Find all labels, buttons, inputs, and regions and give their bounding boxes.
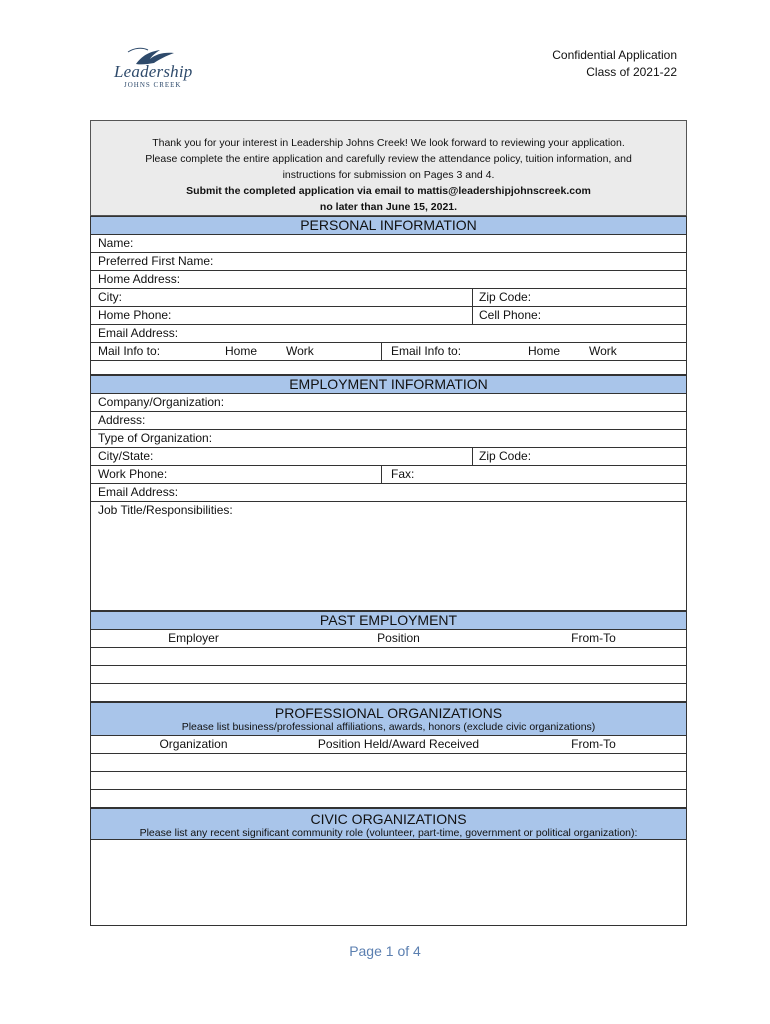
work-phone-label: Work Phone: bbox=[98, 467, 168, 481]
cell-phone-label: Cell Phone: bbox=[479, 308, 542, 322]
work-zip-label: Zip Code: bbox=[479, 449, 532, 463]
position-held-col-header: Position Held/Award Received bbox=[317, 737, 480, 751]
info-preference-row bbox=[91, 343, 686, 361]
from-to-col-header: From-To bbox=[571, 631, 616, 645]
past-employment-row[interactable] bbox=[91, 684, 686, 702]
name-field[interactable] bbox=[91, 235, 686, 253]
civic-organizations-field[interactable] bbox=[90, 839, 687, 926]
professional-header-row bbox=[91, 736, 686, 754]
position-col-header: Position bbox=[377, 631, 420, 645]
mail-info-label: Mail Info to: bbox=[98, 344, 161, 358]
email-home-option[interactable]: Home bbox=[528, 344, 561, 358]
application-form bbox=[90, 216, 687, 841]
intro-line-3: instructions for submission on Pages 3 and 4. bbox=[282, 169, 495, 181]
job-title-label: Job Title/Responsibilities: bbox=[98, 503, 233, 517]
work-email-field[interactable] bbox=[91, 484, 686, 502]
work-email-label: Email Address: bbox=[98, 485, 179, 499]
preferred-name-label: Preferred First Name: bbox=[98, 254, 214, 268]
intro-submit-line: Submit the completed application via email to mattis@leadershipjohnscreek.com bbox=[186, 185, 591, 197]
email-field[interactable] bbox=[91, 325, 686, 343]
mail-home-option[interactable]: Home bbox=[225, 344, 258, 358]
spacer bbox=[91, 361, 686, 375]
logo-text: Leadership bbox=[114, 62, 193, 81]
mail-work-option[interactable]: Work bbox=[286, 344, 314, 358]
logo-subtext: JOHNS CREEK bbox=[124, 81, 182, 89]
org-type-field[interactable] bbox=[91, 430, 686, 448]
email-work-option[interactable]: Work bbox=[589, 344, 617, 358]
professional-title: PROFESSIONAL ORGANIZATIONS bbox=[274, 705, 503, 721]
professional-row[interactable] bbox=[91, 772, 686, 790]
intro-box bbox=[90, 120, 687, 216]
intro-line-2: Please complete the entire application and carefully review the attendance policy, tuition information, and bbox=[145, 153, 632, 165]
confidential-label: Confidential Application bbox=[552, 48, 677, 62]
professional-subtitle: Please list business/professional affiliations, awards, honors (exclude civic organizations) bbox=[181, 721, 596, 733]
civic-subtitle: Please list any recent significant community role (volunteer, part-time, government or political organization): bbox=[139, 827, 638, 839]
past-employment-header-row bbox=[91, 630, 686, 648]
civic-title: CIVIC ORGANIZATIONS bbox=[310, 811, 467, 827]
zip-label: Zip Code: bbox=[479, 290, 532, 304]
divider bbox=[381, 343, 382, 360]
section-header-employment: EMPLOYMENT INFORMATION bbox=[91, 375, 686, 394]
section-header-professional bbox=[91, 702, 686, 736]
prof-from-to-col-header: From-To bbox=[571, 737, 616, 751]
home-address-field[interactable] bbox=[91, 271, 686, 289]
work-city-zip-row bbox=[91, 448, 686, 466]
job-title-field[interactable] bbox=[91, 502, 686, 611]
phone-row bbox=[91, 307, 686, 325]
section-header-past-employment: PAST EMPLOYMENT bbox=[91, 611, 686, 630]
work-address-label: Address: bbox=[98, 413, 146, 427]
email-info-label: Email Info to: bbox=[391, 344, 462, 358]
professional-row[interactable] bbox=[91, 754, 686, 772]
intro-line-1: Thank you for your interest in Leadership Johns Creek! We look forward to reviewing your application. bbox=[152, 137, 625, 149]
city-label: City: bbox=[98, 290, 122, 304]
page-number: Page 1 of 4 bbox=[349, 943, 421, 959]
organization-logo bbox=[108, 44, 208, 96]
past-employment-row[interactable] bbox=[91, 648, 686, 666]
city-state-label: City/State: bbox=[98, 449, 154, 463]
preferred-name-field[interactable] bbox=[91, 253, 686, 271]
section-header-personal: PERSONAL INFORMATION bbox=[91, 216, 686, 235]
divider bbox=[381, 466, 382, 483]
city-zip-row bbox=[91, 289, 686, 307]
professional-row[interactable] bbox=[91, 790, 686, 808]
past-employment-row[interactable] bbox=[91, 666, 686, 684]
email-label: Email Address: bbox=[98, 326, 179, 340]
company-field[interactable] bbox=[91, 394, 686, 412]
work-phone-fax-row bbox=[91, 466, 686, 484]
home-phone-label: Home Phone: bbox=[98, 308, 172, 322]
home-address-label: Home Address: bbox=[98, 272, 181, 286]
organization-col-header: Organization bbox=[159, 737, 228, 751]
header-info bbox=[552, 47, 677, 81]
work-address-field[interactable] bbox=[91, 412, 686, 430]
org-type-label: Type of Organization: bbox=[98, 431, 213, 445]
company-label: Company/Organization: bbox=[98, 395, 225, 409]
intro-deadline-line: no later than June 15, 2021. bbox=[319, 201, 458, 213]
section-header-civic bbox=[91, 808, 686, 841]
fax-label: Fax: bbox=[391, 467, 415, 481]
class-year-label: Class of 2021-22 bbox=[586, 65, 677, 79]
name-label: Name: bbox=[98, 236, 134, 250]
employer-col-header: Employer bbox=[168, 631, 219, 645]
